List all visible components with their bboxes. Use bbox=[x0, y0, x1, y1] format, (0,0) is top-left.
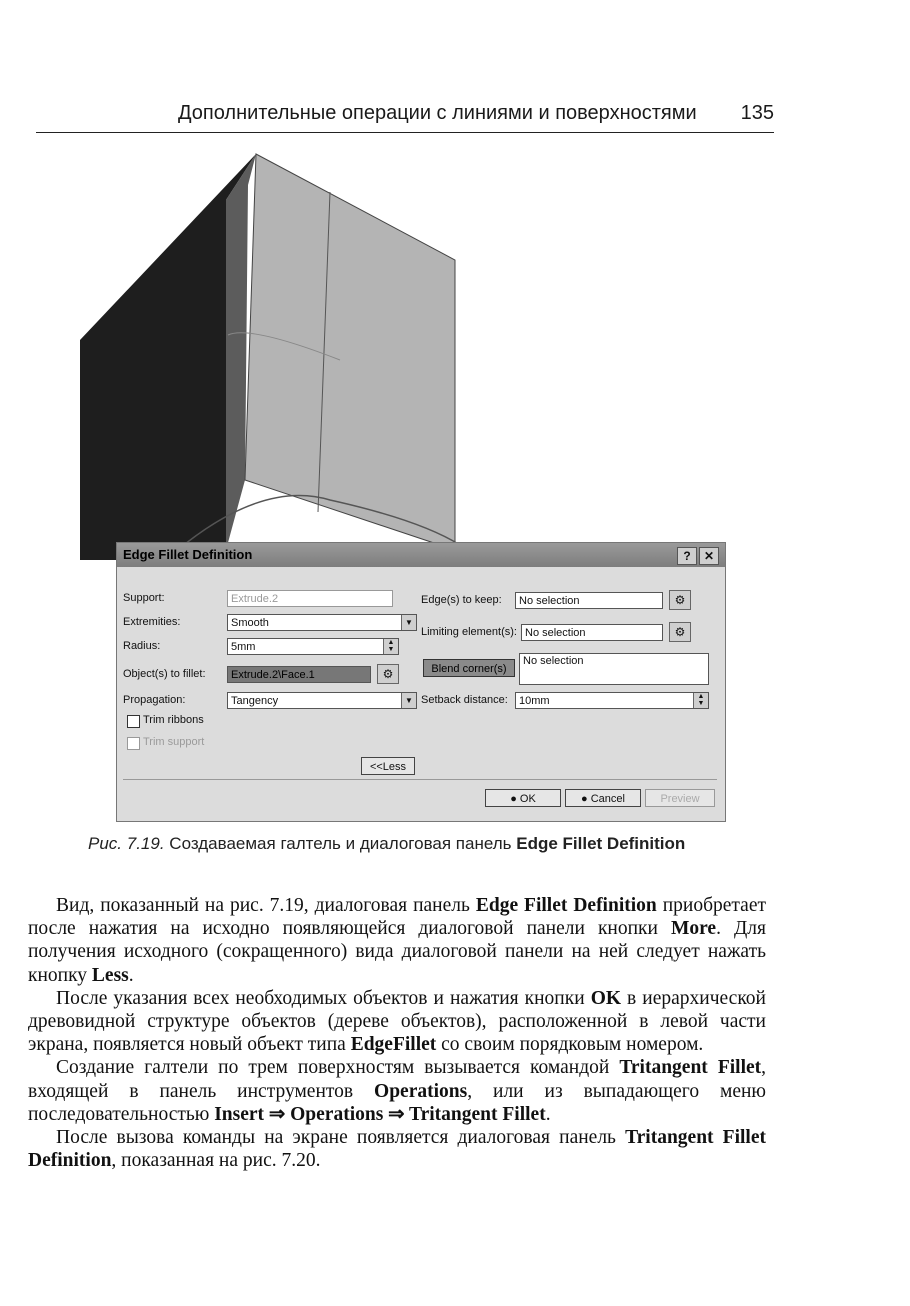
support-row bbox=[123, 589, 413, 609]
bold-term: EdgeFillet bbox=[350, 1034, 437, 1056]
less-button[interactable]: <<Less bbox=[361, 757, 415, 775]
selection-gear-icon[interactable]: ⚙ bbox=[377, 664, 399, 684]
cancel-label: Cancel bbox=[590, 793, 625, 805]
edge-fillet-dialog bbox=[116, 542, 726, 822]
bold-term: OK bbox=[590, 987, 622, 1009]
close-button[interactable]: ✕ bbox=[699, 547, 719, 565]
setback-row bbox=[419, 691, 715, 711]
ok-label: OK bbox=[519, 793, 536, 805]
help-button[interactable]: ? bbox=[677, 547, 697, 565]
trim-support-checkbox[interactable] bbox=[127, 737, 140, 750]
dialog-titlebar[interactable] bbox=[117, 543, 725, 567]
ok-icon: ● bbox=[510, 793, 517, 805]
ok-button[interactable] bbox=[485, 789, 561, 807]
trim-ribbons-label: Trim ribbons bbox=[143, 714, 204, 726]
header-title: Дополнительные операции с линиями и поверхностями bbox=[178, 102, 697, 124]
bold-term: Tritangent Fillet bbox=[619, 1057, 762, 1079]
bold-term: Insert ⇒ Operations ⇒ Tritangent Fillet bbox=[214, 1103, 546, 1125]
extremities-value: Smooth bbox=[231, 617, 269, 629]
propagation-row bbox=[123, 691, 413, 711]
propagation-select[interactable] bbox=[227, 692, 417, 709]
radius-row bbox=[123, 637, 413, 657]
extremities-row bbox=[123, 613, 413, 633]
edges-keep-label: Edge(s) to keep: bbox=[421, 594, 502, 606]
limiting-row bbox=[419, 623, 715, 643]
radius-label: Radius: bbox=[123, 640, 161, 652]
extremities-select[interactable] bbox=[227, 614, 417, 631]
paragraph: Вид, показанный на рис. 7.19, диалоговая панель Edge Fillet Definition приобретает после нажатия на исходно появляющейся диалоговой панели кнопки More. Для получения исходного (сокращенного) вида диалоговой панели на ней следует нажать кнопку Less. bbox=[28, 895, 766, 986]
running-header bbox=[36, 96, 774, 133]
objects-row bbox=[123, 665, 413, 685]
right-panel bbox=[419, 583, 715, 713]
support-label: Support: bbox=[123, 592, 165, 604]
propagation-value: Tangency bbox=[231, 695, 279, 707]
radius-field[interactable] bbox=[227, 638, 399, 655]
spinner-icon[interactable]: ▲ ▼ bbox=[693, 693, 708, 708]
objects-field[interactable]: Extrude.2\Face.1 bbox=[227, 666, 371, 683]
support-field[interactable]: Extrude.2 bbox=[227, 590, 393, 607]
cancel-button[interactable] bbox=[565, 789, 641, 807]
paragraph: Создание галтели по трем поверхностям вызывается командой Tritangent Fillet, входящей в панель инструментов Operations, или из выпадающего меню последовательностью Insert ⇒ Operations ⇒ Tritangent Fillet. bbox=[28, 1057, 767, 1125]
limiting-field[interactable]: No selection bbox=[521, 624, 663, 641]
blend-corner-list[interactable]: No selection bbox=[519, 653, 709, 685]
caption-text: Создаваемая галтель и диалоговая панель bbox=[164, 834, 517, 853]
bold-term: Less bbox=[91, 964, 129, 986]
limiting-label: Limiting element(s): bbox=[421, 626, 517, 638]
radius-value: 5mm bbox=[231, 641, 256, 653]
figure-caption bbox=[88, 834, 685, 854]
paragraph: После указания всех необходимых объектов и нажатия кнопки OK в иерархической древовидной структуре объектов (дереве объектов), расположенной в левой части экрана, появляется новый объект типа EdgeFillet со своим порядковым номером. bbox=[28, 987, 766, 1056]
extremities-label: Extremities: bbox=[123, 616, 181, 628]
body-text bbox=[28, 894, 766, 1172]
setback-field[interactable] bbox=[515, 692, 709, 709]
blend-corner-button[interactable]: Blend corner(s) bbox=[423, 659, 515, 677]
dialog-title: Edge Fillet Definition bbox=[123, 547, 253, 562]
preview-button[interactable]: Preview bbox=[645, 789, 715, 807]
spinner-icon[interactable]: ▲ ▼ bbox=[383, 639, 398, 654]
left-panel bbox=[123, 573, 413, 759]
trim-support-label: Trim support bbox=[143, 736, 205, 748]
edges-keep-field[interactable]: No selection bbox=[515, 592, 663, 609]
edges-keep-row bbox=[419, 591, 715, 611]
objects-label: Object(s) to fillet: bbox=[123, 668, 206, 680]
caption-prefix: Рис. 7.19. bbox=[88, 834, 165, 853]
selection-gear-icon[interactable]: ⚙ bbox=[669, 622, 691, 642]
selection-gear-icon[interactable]: ⚙ bbox=[669, 590, 691, 610]
setback-value: 10mm bbox=[519, 695, 550, 707]
propagation-label: Propagation: bbox=[123, 694, 186, 706]
bold-term: More bbox=[670, 918, 717, 940]
bold-term: Tritangent Fillet Definition bbox=[28, 1127, 766, 1172]
paragraph: После вызова команды на экране появляется диалоговая панель Tritangent Fillet Definition, показанная на рис. 7.20. bbox=[28, 1127, 766, 1172]
chevron-down-icon[interactable]: ▼ bbox=[401, 615, 416, 630]
bold-term: Edge Fillet Definition bbox=[475, 895, 657, 916]
caption-bold: Edge Fillet Definition bbox=[516, 834, 686, 853]
chevron-down-icon[interactable]: ▼ bbox=[401, 693, 416, 708]
light-surface bbox=[245, 154, 455, 550]
page-number: 135 bbox=[740, 102, 774, 124]
cancel-icon: ● bbox=[581, 793, 588, 805]
fillet-surface-illustration bbox=[0, 140, 910, 560]
dialog-separator bbox=[123, 779, 717, 780]
bold-term: Operations bbox=[374, 1080, 468, 1102]
setback-label: Setback distance: bbox=[421, 694, 508, 706]
trim-ribbons-checkbox[interactable] bbox=[127, 715, 140, 728]
